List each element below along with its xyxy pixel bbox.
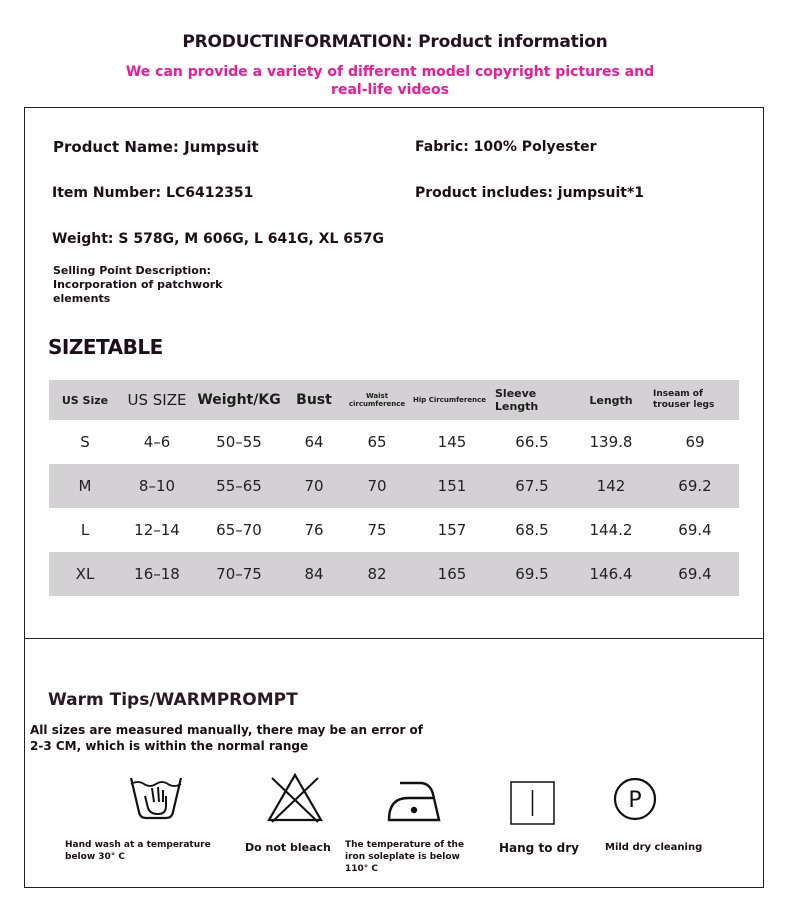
size-table-title: SIZETABLE [48, 335, 163, 359]
table-row [49, 508, 739, 552]
cell: 70 [343, 464, 411, 508]
cell: 142 [571, 464, 651, 508]
product-includes: Product includes: jumpsuit*1 [415, 185, 645, 201]
cell: 70 [285, 464, 343, 508]
cell: 64 [304, 433, 324, 451]
header-sleeve: Sleeve Length [493, 380, 571, 420]
cell: 69.4 [678, 521, 712, 539]
cell: 67.5 [493, 464, 571, 508]
svg-text:P: P [628, 788, 642, 813]
size-table [49, 380, 739, 596]
header-bust: Bust [285, 380, 343, 420]
table-row [49, 464, 739, 508]
weight: Weight: S 578G, M 606G, L 641G, XL 657G [52, 231, 384, 247]
cell: 139.8 [589, 433, 633, 451]
care-label-hand-wash: Hand wash at a temperature below 30° C [65, 840, 211, 862]
header-length: Length [571, 380, 651, 420]
cell: XL [49, 552, 121, 596]
warm-tips-title: Warm Tips/WARMPROMPT [48, 690, 298, 710]
iron-low-icon [386, 780, 442, 824]
header-inseam: Inseam of trouser legs [651, 380, 739, 420]
table-header-row [49, 380, 739, 420]
cell: 69.4 [651, 552, 739, 596]
cell: 8–10 [121, 464, 193, 508]
cell: 69.5 [493, 552, 571, 596]
cell: 55–65 [193, 464, 285, 508]
cell: 157 [437, 521, 467, 539]
table-row [49, 420, 739, 464]
cell: 65 [367, 433, 387, 451]
header-weight: Weight/KG [193, 380, 285, 420]
cell: S [80, 433, 90, 451]
cell: 50–55 [216, 433, 262, 451]
subtitle: We can provide a variety of different model copyright pictures and real-life videos [125, 64, 655, 98]
cell: M [49, 464, 121, 508]
fabric: Fabric: 100% Polyester [415, 139, 597, 155]
cell: L [80, 521, 90, 539]
item-number: Item Number: LC6412351 [52, 185, 254, 201]
care-label-dry-clean: Mild dry cleaning [605, 842, 703, 853]
page-title: PRODUCTINFORMATION: Product information [182, 32, 608, 52]
cell: 145 [437, 433, 467, 451]
hand-wash-icon [128, 774, 184, 822]
cell: 70–75 [193, 552, 285, 596]
dry-clean-icon [612, 776, 658, 822]
hang-dry-icon [510, 781, 556, 825]
header-hip: Hip Circumference [411, 380, 493, 420]
cell: 66.5 [515, 433, 549, 451]
table-row [49, 552, 739, 596]
care-label-no-bleach: Do not bleach [245, 841, 331, 854]
cell: 16–18 [121, 552, 193, 596]
cell: 69 [685, 433, 705, 451]
header-us-size: US Size [49, 380, 121, 420]
cell: 4–6 [143, 433, 171, 451]
cell: 12–14 [134, 521, 180, 539]
cell: 165 [411, 552, 493, 596]
cell: 144.2 [589, 521, 633, 539]
cell: 75 [367, 521, 387, 539]
cell: 82 [343, 552, 411, 596]
header-us-size-range: US SIZE [121, 380, 193, 420]
header-waist: Waist circumference [343, 380, 411, 420]
cell: 65–70 [216, 521, 262, 539]
selling-point: Selling Point Description: Incorporation of patchwork elements [53, 264, 223, 305]
cell: 68.5 [515, 521, 549, 539]
warm-tips-text: All sizes are measured manually, there may be an error of 2-3 CM, which is within the normal range [30, 723, 423, 753]
cell: 146.4 [571, 552, 651, 596]
section-divider [24, 638, 764, 639]
care-label-iron: The temperature of the iron soleplate is below 110° C [345, 840, 465, 874]
cell: 84 [285, 552, 343, 596]
cell: 69.2 [651, 464, 739, 508]
cell: 151 [411, 464, 493, 508]
do-not-bleach-icon [266, 772, 324, 824]
cell: 76 [304, 521, 324, 539]
product-name: Product Name: Jumpsuit [53, 138, 259, 156]
care-label-hang-dry: Hang to dry [499, 841, 579, 855]
